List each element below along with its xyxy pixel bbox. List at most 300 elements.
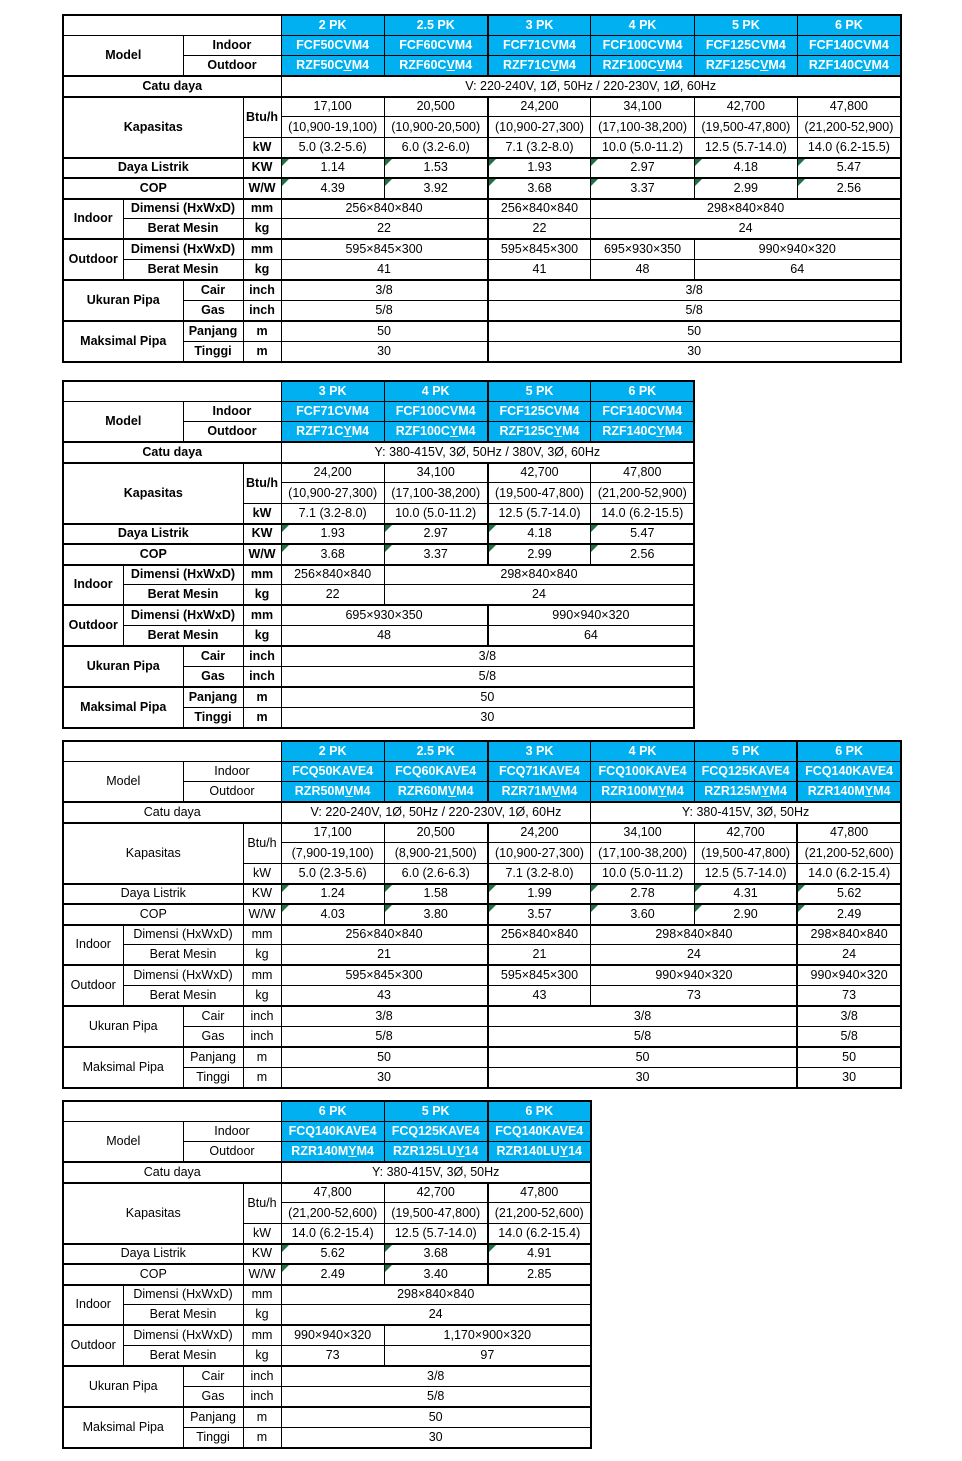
power-input-value-text: 1.14 [320, 160, 345, 175]
row-label-outdoor-text: Outdoor [209, 1144, 255, 1159]
unit-inch [243, 1386, 281, 1406]
pk-header-cell [281, 741, 384, 761]
row-label-maksimal-pipa [63, 687, 183, 728]
liquid-pipe-value [488, 1006, 798, 1026]
row-label-dimensi [123, 925, 243, 945]
unit-inch [243, 1366, 281, 1386]
row-label-catu-daya-text: Catu daya [142, 444, 203, 459]
cop-value [281, 1264, 384, 1284]
spec-table-fcf-1phase [62, 14, 902, 363]
unit-cop-text: W/W [248, 906, 276, 921]
outdoor-model-text: Y [553, 424, 563, 439]
power-supply-value [281, 802, 591, 822]
capacity-kw-value-text: 14.0 (6.2-15.5) [601, 505, 684, 520]
max-height-value [281, 1067, 488, 1087]
pk-header-cell [694, 741, 797, 761]
row-label-kapasitas [63, 463, 243, 524]
unit-inch [243, 300, 281, 320]
row-label-model [63, 1121, 183, 1162]
max-length-value [281, 1047, 488, 1067]
max-height-value [281, 1427, 591, 1447]
indoor-weight-value [488, 945, 591, 965]
max-height-value-text: 30 [377, 1069, 391, 1084]
row-label-gas [183, 1386, 243, 1406]
row-label-gas-text: Gas [201, 1388, 225, 1403]
capacity-range-value-text: (17,100-38,200) [598, 845, 688, 860]
outdoor-model-text: RZR50M [294, 784, 345, 799]
unit-cop-text: W/W [248, 1266, 276, 1281]
gas-pipe-value [281, 1026, 488, 1046]
max-length-value-text: 50 [687, 323, 702, 338]
capacity-range-value-text: (21,200-52,900) [597, 485, 687, 500]
outdoor-weight-value [281, 260, 488, 280]
liquid-pipe-value-text: 3/8 [685, 282, 703, 297]
outdoor-dimension-value [384, 1325, 591, 1345]
row-label-tinggi [183, 707, 243, 727]
row-label-panjang [183, 1047, 243, 1067]
outdoor-weight-value-text: 73 [686, 988, 701, 1003]
indoor-dimension-value [281, 199, 488, 219]
liquid-pipe-value [281, 1366, 591, 1386]
outdoor-model-text: RZF71C [296, 424, 344, 439]
unit-m [243, 321, 281, 341]
row-label-berat [123, 986, 243, 1006]
row-label-dimensi [123, 965, 243, 985]
unit-daya-text: KW [251, 886, 273, 901]
outdoor-model-text: RZR60M [397, 784, 448, 799]
power-supply-value-text: V: 220-240V, 1Ø, 50Hz / 220-230V, 1Ø, 60Hz [465, 78, 717, 93]
indoor-model-cell [281, 761, 384, 781]
unit-kg [243, 986, 281, 1006]
unit-kg-text: kg [255, 947, 269, 962]
max-length-value-text: 50 [635, 1049, 650, 1064]
pk-header-cell-text: 5 PK [731, 17, 760, 32]
outdoor-weight-value-text: 43 [532, 988, 547, 1003]
capacity-range-value [488, 843, 591, 863]
row-label-tinggi-text: Tinggi [196, 1069, 230, 1084]
indoor-dimension-value [281, 925, 488, 945]
capacity-range-value [591, 117, 694, 137]
gas-pipe-value [488, 300, 901, 320]
capacity-range-value-text: (17,100-38,200) [598, 119, 688, 134]
spec-table-fcq-rzr [62, 740, 902, 1089]
row-label-maksimal-pipa-text: Maksimal Pipa [80, 333, 167, 348]
row-label-kapasitas-text: Kapasitas [123, 485, 183, 500]
outdoor-dimension-value-text: 595×845×300 [500, 242, 579, 257]
row-label-cair [183, 1366, 243, 1386]
unit-kg-text: kg [254, 221, 270, 236]
capacity-kw-value-text: 7.1 (3.2-8.0) [298, 505, 367, 520]
comment-flag-icon [385, 525, 392, 532]
row-label-ukuran-pipa-text: Ukuran Pipa [86, 292, 160, 307]
power-input-value [488, 1244, 591, 1264]
row-label-dimensi [123, 1325, 243, 1345]
comment-flag-icon [591, 885, 598, 892]
capacity-btu-value-text: 47,800 [829, 99, 868, 114]
outdoor-model-text: M4 [351, 58, 370, 73]
capacity-range-value [281, 117, 384, 137]
outdoor-model-text: V [656, 58, 666, 73]
unit-m [243, 707, 281, 727]
capacity-kw-value-text: 14.0 (6.2-15.4) [498, 1225, 581, 1240]
row-label-cop [63, 178, 243, 198]
indoor-model-cell [281, 401, 384, 421]
power-input-value [384, 158, 487, 178]
pk-header-cell-text: 5 PK [731, 743, 760, 758]
row-label-tinggi-text: Tinggi [194, 709, 232, 724]
row-label-model [63, 35, 183, 76]
gas-pipe-value [488, 1026, 798, 1046]
outdoor-model-text: M4 [456, 784, 474, 799]
unit-mm [243, 925, 281, 945]
outdoor-model-text: RZR100M [601, 784, 659, 799]
outdoor-weight-value [281, 626, 488, 646]
indoor-model-cell-text: FCQ140KAVE4 [495, 1124, 584, 1139]
indoor-dimension-value-text: 298×840×840 [707, 201, 785, 216]
pk-header-cell [488, 15, 591, 35]
indoor-dimension-value-text: 298×840×840 [397, 1287, 475, 1302]
capacity-kw-value [488, 863, 591, 883]
indoor-model-cell [384, 401, 487, 421]
unit-inch-text: inch [250, 1368, 274, 1383]
liquid-pipe-value-text: 3/8 [427, 1368, 445, 1383]
cop-value [488, 178, 591, 198]
max-height-value-text: 30 [428, 1429, 443, 1444]
gas-pipe-value-text: 5/8 [840, 1028, 858, 1043]
unit-mm-text: mm [251, 1287, 273, 1302]
outdoor-model-text: 14 [464, 1144, 479, 1159]
capacity-btu-value-text: 20,500 [416, 99, 455, 114]
outdoor-dimension-value-text: 595×845×300 [345, 968, 423, 983]
indoor-model-cell [281, 1121, 384, 1141]
row-label-tinggi [183, 1427, 243, 1447]
capacity-kw-value [384, 503, 487, 523]
unit-daya-text: KW [251, 1246, 273, 1261]
indoor-model-cell-text: FCQ50KAVE4 [292, 764, 374, 779]
unit-kw-text: kW [252, 505, 272, 520]
cop-value-text: 2.56 [630, 546, 655, 561]
unit-cop [243, 1264, 281, 1284]
power-input-value-text: 4.91 [527, 1246, 552, 1261]
capacity-range-value [281, 1203, 384, 1223]
power-supply-value [281, 442, 694, 462]
row-label-outdoor [183, 422, 281, 442]
row-label-model-text: Model [105, 413, 142, 428]
max-height-value-text: 30 [842, 1069, 857, 1084]
outdoor-model-text: RZF125C [499, 424, 554, 439]
outdoor-dimension-value-text: 990×940×320 [552, 608, 630, 623]
indoor-dimension-value-text: 298×840×840 [655, 927, 733, 942]
indoor-weight-value-text: 24 [738, 221, 753, 236]
capacity-range-value [591, 483, 694, 503]
comment-flag-icon [489, 1245, 496, 1252]
capacity-range-value-text: (19,500-47,800) [391, 1205, 481, 1220]
outdoor-dimension-value-text: 695×930×350 [603, 242, 682, 257]
outdoor-weight-value [591, 260, 694, 280]
capacity-kw-value-text: 10.0 (5.0-11.2) [395, 505, 477, 520]
row-label-indoor-section-text: Indoor [75, 1297, 111, 1312]
pk-header-cell-text: 5 PK [421, 1103, 450, 1118]
unit-inch-text: inch [250, 1388, 274, 1403]
max-height-value-text: 30 [635, 1069, 650, 1084]
pk-header-cell [384, 381, 487, 401]
indoor-weight-value-text: 22 [377, 221, 391, 236]
cop-value-text: 2.90 [733, 906, 758, 921]
row-label-gas [183, 300, 243, 320]
comment-flag-icon [282, 1245, 289, 1252]
cop-value [591, 544, 694, 564]
capacity-btu-value-text: 42,700 [726, 99, 765, 114]
unit-kg-text: kg [254, 587, 270, 602]
comment-flag-icon [591, 545, 598, 552]
row-label-daya-listrik [63, 158, 243, 178]
indoor-dimension-value-text: 256×840×840 [500, 201, 579, 216]
row-label-kapasitas-text: Kapasitas [125, 1205, 181, 1220]
indoor-dimension-value-text: 256×840×840 [294, 567, 372, 582]
comment-flag-icon [695, 179, 702, 186]
capacity-btu-value-text: 42,700 [520, 465, 559, 480]
cop-value-text: 3.68 [320, 546, 345, 561]
capacity-btu-value [488, 463, 591, 483]
outdoor-model-cell [591, 422, 694, 442]
row-label-catu-daya [63, 802, 281, 822]
unit-inch-text: inch [250, 1028, 274, 1043]
row-label-cop-text: COP [139, 906, 167, 921]
capacity-range-value [488, 483, 591, 503]
pk-header-cell-text: 4 PK [628, 743, 657, 758]
unit-inch-text: inch [249, 648, 275, 663]
unit-m-text: m [256, 343, 268, 358]
indoor-model-cell [797, 761, 900, 781]
indoor-weight-value-text: 24 [428, 1307, 443, 1322]
pk-header-cell [281, 15, 384, 35]
capacity-range-value-text: (21,200-52,600) [494, 1205, 584, 1220]
capacity-btu-value [281, 97, 384, 117]
outdoor-dimension-value-text: 695×930×350 [345, 608, 423, 623]
cop-value-text: 2.56 [836, 180, 862, 195]
capacity-kw-value [384, 137, 487, 157]
pk-header-cell [488, 381, 591, 401]
unit-m-text: m [256, 709, 268, 724]
unit-cop [243, 178, 281, 198]
comment-flag-icon [385, 159, 392, 166]
row-label-dimensi-text: Dimensi (HxWxD) [130, 608, 236, 623]
indoor-weight-value [591, 945, 798, 965]
unit-mm [243, 1325, 281, 1345]
outdoor-dimension-value [488, 965, 591, 985]
pk-header-cell [384, 15, 487, 35]
row-label-daya-listrik [63, 884, 243, 904]
indoor-model-cell-text: FCF140CVM4 [602, 404, 683, 419]
unit-btu-text: Btu/h [247, 1195, 277, 1210]
indoor-weight-value-text: 22 [325, 587, 340, 602]
max-height-value [488, 341, 901, 361]
indoor-weight-value [488, 219, 591, 239]
outdoor-dimension-value-text: 990×940×320 [655, 968, 733, 983]
outdoor-dimension-value [281, 965, 488, 985]
liquid-pipe-value-text: 3/8 [375, 1008, 393, 1023]
outdoor-weight-value [797, 986, 900, 1006]
pk-header-cell-text: 3 PK [525, 17, 554, 32]
capacity-kw-value-text: 6.0 (3.2-6.0) [401, 139, 470, 154]
indoor-weight-value [281, 219, 488, 239]
outdoor-weight-value [694, 260, 901, 280]
pk-header-cell-text: 6 PK [628, 383, 657, 398]
row-label-dimensi-text: Dimensi (HxWxD) [130, 567, 236, 582]
indoor-model-cell-text: FCF125CVM4 [499, 404, 580, 419]
comment-flag-icon [282, 1265, 289, 1272]
capacity-range-value [694, 843, 797, 863]
row-label-indoor-text: Indoor [214, 1124, 250, 1139]
outdoor-model-text: Y [343, 424, 352, 439]
cop-value-text: 4.39 [320, 180, 345, 195]
outdoor-model-text: RZR125LU [392, 1144, 457, 1159]
outdoor-model-text: M4 [873, 784, 891, 799]
capacity-btu-value [384, 823, 487, 843]
unit-kg [243, 626, 281, 646]
comment-flag-icon [282, 885, 289, 892]
unit-kg-text: kg [255, 1307, 269, 1322]
comment-flag-icon [282, 545, 289, 552]
outdoor-weight-value-text: 73 [325, 1348, 340, 1363]
unit-kw [243, 863, 281, 883]
row-label-kapasitas [63, 97, 243, 158]
row-label-maksimal-pipa-text: Maksimal Pipa [80, 699, 167, 714]
pk-header-cell-text: 4 PK [421, 383, 450, 398]
row-label-ukuran-pipa [63, 646, 183, 687]
outdoor-model-cell [797, 56, 900, 76]
capacity-btu-value [694, 823, 797, 843]
cop-value-text: 3.60 [630, 906, 655, 921]
power-supply-value [281, 76, 901, 96]
unit-inch [243, 646, 281, 666]
unit-mm [243, 239, 281, 259]
capacity-range-value [384, 843, 487, 863]
outdoor-model-cell [694, 782, 797, 802]
max-length-value [281, 1407, 591, 1427]
power-input-value [591, 884, 694, 904]
row-label-panjang [183, 1407, 243, 1427]
indoor-dimension-value-text: 298×840×840 [500, 567, 578, 582]
comment-flag-icon [385, 1245, 392, 1252]
row-label-cair-text: Cair [201, 1368, 225, 1383]
capacity-kw-value [281, 863, 384, 883]
row-label-gas [183, 666, 243, 686]
indoor-model-cell-text: FCF50CVM4 [296, 38, 370, 53]
outdoor-model-text: Y [559, 1144, 569, 1159]
outdoor-model-text: M4 [665, 58, 683, 73]
capacity-range-value-text: (10,900-27,300) [495, 119, 584, 134]
liquid-pipe-value-text: 3/8 [478, 648, 497, 663]
pk-header-cell [694, 15, 797, 35]
row-label-panjang-text: Panjang [188, 323, 238, 338]
power-input-value [281, 524, 384, 544]
unit-btu-text: Btu/h [246, 109, 278, 124]
max-height-value [488, 1067, 798, 1087]
pk-header-cell-text: 6 PK [318, 1103, 347, 1118]
row-label-outdoor-text: Outdoor [207, 424, 257, 439]
unit-m [243, 1067, 281, 1087]
comment-flag-icon [282, 905, 289, 912]
capacity-btu-value-text: 47,800 [313, 1185, 352, 1200]
indoor-dimension-value [281, 1285, 591, 1305]
power-supply-value-text: V: 220-240V, 1Ø, 50Hz / 220-230V, 1Ø, 60Hz [310, 804, 562, 819]
gas-pipe-value [281, 300, 488, 320]
row-label-ukuran-pipa [63, 1366, 183, 1407]
outdoor-model-cell [384, 56, 487, 76]
unit-kg [243, 1305, 281, 1325]
outdoor-model-text: RZR71M [501, 784, 552, 799]
row-label-indoor [183, 401, 281, 421]
power-input-value [797, 158, 900, 178]
power-input-value [488, 158, 591, 178]
outdoor-model-text: Y [348, 1144, 357, 1159]
row-label-tinggi-text: Tinggi [196, 1429, 230, 1444]
power-input-value-text: 5.62 [836, 886, 862, 901]
capacity-btu-value [797, 97, 900, 117]
row-label-catu-daya [63, 442, 281, 462]
unit-daya-text: KW [251, 526, 273, 541]
max-height-value-text: 30 [377, 343, 391, 358]
row-label-panjang-text: Panjang [190, 1409, 236, 1424]
comment-flag-icon [385, 885, 392, 892]
unit-btu [243, 1183, 281, 1224]
liquid-pipe-value [281, 1006, 488, 1026]
capacity-btu-value-text: 42,700 [726, 825, 765, 840]
capacity-kw-value-text: 14.0 (6.2-15.4) [808, 865, 891, 880]
pk-header-cell [488, 1101, 591, 1121]
outdoor-model-text: Y [864, 784, 874, 799]
row-label-cop [63, 904, 243, 924]
capacity-range-value [384, 117, 487, 137]
indoor-model-cell [488, 761, 591, 781]
row-label-gas-text: Gas [201, 302, 225, 317]
unit-m-text: m [256, 1049, 268, 1064]
row-label-cair-text: Cair [200, 648, 226, 663]
row-label-berat-text: Berat Mesin [147, 262, 219, 277]
power-input-value [384, 1244, 487, 1264]
outdoor-model-text: V [344, 784, 354, 799]
capacity-range-value [488, 117, 591, 137]
indoor-dimension-value [591, 925, 798, 945]
cop-value-text: 2.99 [733, 180, 758, 195]
row-label-panjang-text: Panjang [190, 1049, 236, 1064]
capacity-btu-value [488, 823, 591, 843]
unit-kw [243, 503, 281, 523]
outdoor-weight-value-text: 41 [532, 262, 547, 277]
indoor-model-cell-text: FCQ140KAVE4 [805, 764, 894, 779]
liquid-pipe-value-text: 3/8 [633, 1008, 652, 1023]
cop-value [797, 178, 900, 198]
outdoor-model-cell [384, 422, 487, 442]
unit-kg [243, 260, 281, 280]
pk-header-cell-text: 6 PK [525, 1103, 554, 1118]
outdoor-model-text: M4 [768, 58, 786, 73]
cop-value [384, 178, 487, 198]
outdoor-model-cell [281, 1142, 384, 1162]
row-label-outdoor [183, 1142, 281, 1162]
indoor-model-cell [488, 1121, 591, 1141]
outdoor-model-text: V [343, 58, 352, 73]
capacity-btu-value-text: 47,800 [623, 465, 662, 480]
row-label-cop-text: COP [139, 546, 167, 561]
power-supply-value [591, 802, 901, 822]
row-label-cair-text: Cair [201, 1008, 225, 1023]
row-label-dimensi [123, 1285, 243, 1305]
capacity-btu-value-text: 42,700 [416, 1185, 455, 1200]
capacity-btu-value-text: 34,100 [623, 99, 662, 114]
outdoor-model-cell [488, 1142, 591, 1162]
